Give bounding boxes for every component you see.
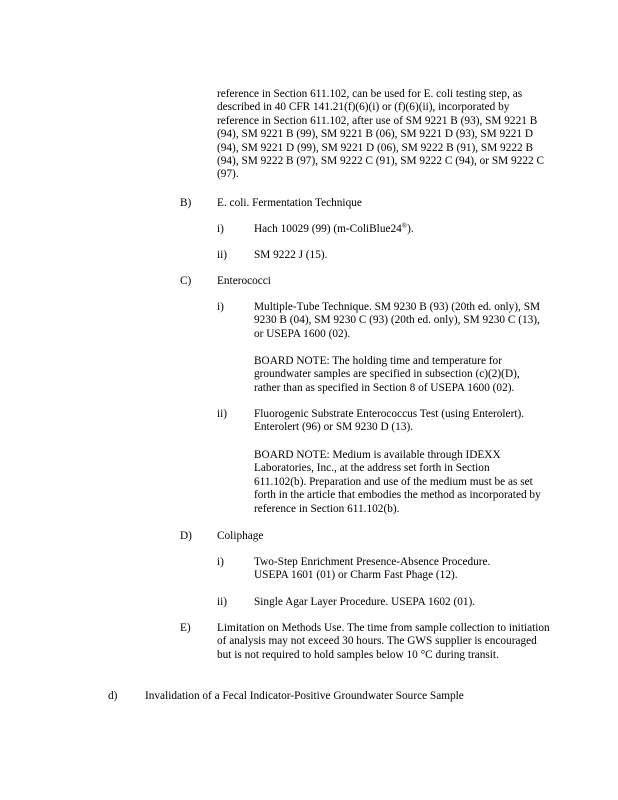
section-c-item-i-text: Multiple-Tube Technique. SM 9230 B (93) (20th ed. only), SM 9230 B (04), SM 9230 C (93) (20th ed. only), SM 9230 C (13), or USEPA 1600 (02). [254,301,541,340]
section-b-label: B) [180,197,192,209]
section-d-item-ii-label: ii) [217,596,228,608]
section-d-item-i-text: Two-Step Enrichment Presence-Absence Procedure. USEPA 1601 (01) or Charm Fast Phage (12). [254,556,491,582]
registered-mark: ® [401,222,408,230]
section-b-heading: E. coli. Fermentation Technique [217,197,362,209]
section-d-heading: Coliphage [217,530,264,542]
subsection-d-label: d) [108,690,118,702]
section-c-item-ii-board-note: BOARD NOTE: Medium is available through IDEXX Laboratories, Inc., at the address set forth in Section 611.102(b). Preparation and use of the medium must be as set forth in the article that embodies the method as incorporated by reference in Section 611.102(b). [254,449,541,515]
section-b-item-i-text: Hach 10029 (99) (m-ColiBlue24®). [254,222,414,235]
section-c-label: C) [180,275,192,287]
section-c-heading: Enterococci [217,275,271,287]
section-c-item-ii-label: ii) [217,408,228,420]
section-e-text: Limitation on Methods Use. The time from sample collection to initiation of analysis may not exceed 30 hours. The GWS supplier is encouraged but is not required to hold samples below 10 °C during transit. [217,622,550,661]
section-d-item-i-label: i) [217,556,224,568]
subsection-d-heading: Invalidation of a Fecal Indicator-Positive Groundwater Source Sample [145,690,464,702]
section-b-item-i-label: i) [217,223,224,235]
section-b-item-ii-label: ii) [217,249,228,261]
section-b-item-ii-text: SM 9222 J (15). [254,249,328,261]
section-c-item-i-board-note: BOARD NOTE: The holding time and temperature for groundwater samples are specified in subsection (c)(2)(D), rather than as specified in Section 8 of USEPA 1600 (02). [254,355,520,394]
section-d-label: D) [180,530,192,542]
section-c-item-ii-text: Fluorogenic Substrate Enterococcus Test (using Enterolert). Enterolert (96) or SM 9230 D (13). [254,408,525,434]
section-d-item-ii-text: Single Agar Layer Procedure. USEPA 1602 (01). [254,596,476,608]
intro-paragraph: reference in Section 611.102, can be used for E. coli testing step, as described in 40 CFR 141.21(f)(6)(i) or (f)(6)(ii), incorporated by reference in Section 611.102, after use of SM 9221 B (93), SM 9221 B (94), SM 9221 B (99), SM 9221 B (06), SM 9221 D (93), SM 9221 D (94), SM 9221 D (99), SM 9221 D (06), SM 9222 B (91), SM 9222 B (94), SM 9222 B (97), SM 9222 C (91), SM 9222 C (94), or SM 9222 C (97). [217,88,545,181]
section-c-item-i-label: i) [217,301,224,313]
section-e-label: E) [180,622,191,634]
